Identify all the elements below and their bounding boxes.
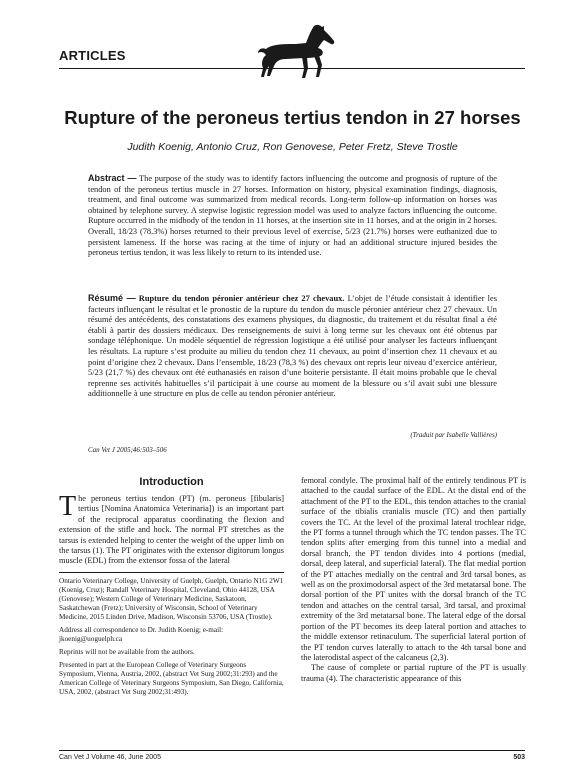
- resume-subheading: Rupture du tendon péronier antérieur chez 27 chevaux.: [135, 294, 345, 303]
- footer-rule: [59, 750, 525, 751]
- abstract: [88, 173, 497, 259]
- drop-cap: T: [59, 491, 77, 522]
- introduction-heading: Introduction: [139, 476, 204, 488]
- abstract-text: The purpose of the study was to identify factors influencing the outcome and prognosis of rupture of the tendon of the peroneus tertius muscle in 27 horses. Information on history, physical examination findings, diagnosis, treatment, and final outcome was summarized from medical records. Long-term follow-up information on horses was obtained by telephone survey. A stepwise logistic regression model was used to analyze factors influencing the outcome. Rupture occurred in the midbody of the tendon in 11 horses, at the insertion site in 11 horses, and at the origin in 2 horses. Overall, 18/23 (78.3%) horses returned to their previous level of exercise, 5/23 (21.7%) horses were euthanized due to persistent lameness. If the horse was racing at the time of injury or had an additional structure injured besides the peroneus tertius tendon, it was less likely to return to its intended use.: [88, 174, 498, 258]
- article-title: Rupture of the peroneus tertius tendon in 27 horses: [64, 107, 521, 128]
- right-paragraph-2: The cause of complete or partial rupture of the PT is usually trauma (4). The characteristic appearance of this: [301, 663, 526, 683]
- translator-credit: (Traduit par Isabelle Vallières): [410, 431, 497, 439]
- article-authors: Judith Koenig, Antonio Cruz, Ron Genovese, Peter Fretz, Steve Trostle: [127, 141, 458, 153]
- footnote-reprints: Reprints will not be available from the authors.: [59, 647, 195, 656]
- footnote-rule: [59, 572, 284, 573]
- footnote-correspondence: Address all correspondence to Dr. Judith Koenig; e-mail: jkoenig@uoguelph.ca: [59, 625, 224, 643]
- resume-text: L’objet de l’étude consistait à identifier les facteurs influençant le résultat et le pronostic de la rupture du tendon du muscle péronier antérieur chez 27 chevaux. Un résumé des antécédents, des constatations des examens physiques, du diagnostic, du traitement et du résultat final a été établi à partir des dossiers médicaux. Des renseignements de suivi à long terme sur les chevaux ont été obtenus par sondage téléphonique. Un modèle séquentiel de régression logistique a été utilisé pour analyser les facteurs influençant les résultats. La rupture s’est produite au milieu du tendon chez 11 chevaux, au point d’insertion chez 11 chevaux et au point d’origine chez 2 chevaux. Dans l’ensemble, 18/23 (78,3 %) des chevaux ont repris leur niveau d’exercice antérieur, 5/23 (21,7 %) des chevaux ont été euthanasiés en raison d’une boiterie persistante. Il était moins probable que le cheval reprenne ses activités habituelles s’il participait à une course au moment de la blessure ou s’il avait subi une blessure additionnelle à une structure en plus de celle au tendon péronier antérieur.: [88, 294, 497, 399]
- page-number: 503: [513, 754, 525, 761]
- section-label: ARTICLES: [59, 48, 126, 63]
- abstract-heading: Abstract —: [88, 173, 137, 183]
- left-column: [59, 476, 284, 701]
- resume-heading: Résumé —: [88, 293, 136, 303]
- introduction-body: he peroneus tertius tendon (PT) (m. peroneus [fibularis] tertius [Nomina Anatomica Veterinaria]) is an important part of the reciprocal apparatus coordinating the flexion and extension of the stifle and hock. The normal PT stretches as the tarsus is extended helping to center the weight of the upper limb on the tarsus (1). The PT originates with the extensor digitorum longus muscle (EDL) from the extensor fossa of the lateral: [59, 494, 284, 566]
- introduction-text: [59, 491, 284, 567]
- resume: [88, 293, 497, 400]
- footer-journal: Can Vet J Volume 46, June 2005: [59, 754, 161, 761]
- footnote-presented: Presented in part at the European College of Veterinary Surgeons Symposium, Vienna, Austria, 2002, (abstract Vet Surg 2002;31:293) and the American College of Veterinary Surgeons Symposium, San Diego, California, USA, 2002, (abstract Vet Surg 2002;31:493).: [59, 660, 284, 696]
- right-column: [301, 476, 526, 684]
- horse-silhouette-icon: [256, 22, 340, 82]
- footnote-affiliations: Ontario Veterinary College, University of Guelph, Guelph, Ontario N1G 2W1 (Koenig, Cruz); Randall Veterinary Hospital, Cleveland, Ohio 44128, USA (Genovese); Western College of Veterinary Medicine, Saskatoon, Saskatchewan (Fretz); University of Wisconsin, School of Veterinary Medicine, 2015 Linden Drive, Madison, Wisconsin 53706, USA (Trostle).: [59, 576, 284, 621]
- journal-citation: Can Vet J 2005;46:503–506: [88, 446, 167, 454]
- right-paragraph-1: femoral condyle. The proximal half of the entirely tendinous PT is attached to the caudal surface of the EDL. At the distal end of the attachment of the PT to the EDL, this tendon attaches to the cranial surface of the tibialis cranialis muscle (TC) and then partially covers the TC. At the level of the proximal lateral trochlear ridge, the PT forms a tunnel through which the TC tendon passes. The TC tendon splits after emerging from this tunnel into a medial and dorsal branch, the PT tendon divides into 4 portions (medial, dorsal, deep lateral, and superficial lateral). The flat medial portion of the PT attaches medially on the central and 3rd tarsal bones, as well as on the proximodorsal aspect of the 3rd metatarsal bone. The dorsal portion of the PT unites with the dorsal branch of the TC tendon and attaches on the central tarsal, 3rd tarsal, and proximal extremity of the 3rd metatarsal bone. The lateral edge of the dorsal portion of the PT becomes its deep lateral portion and attaches to the middle extensor retinaculum. The superficial lateral portion of the PT tendon curves laterally to attach to the 4th tarsal bone and the laterodistal aspect of the calcaneus (2,3).: [301, 476, 526, 662]
